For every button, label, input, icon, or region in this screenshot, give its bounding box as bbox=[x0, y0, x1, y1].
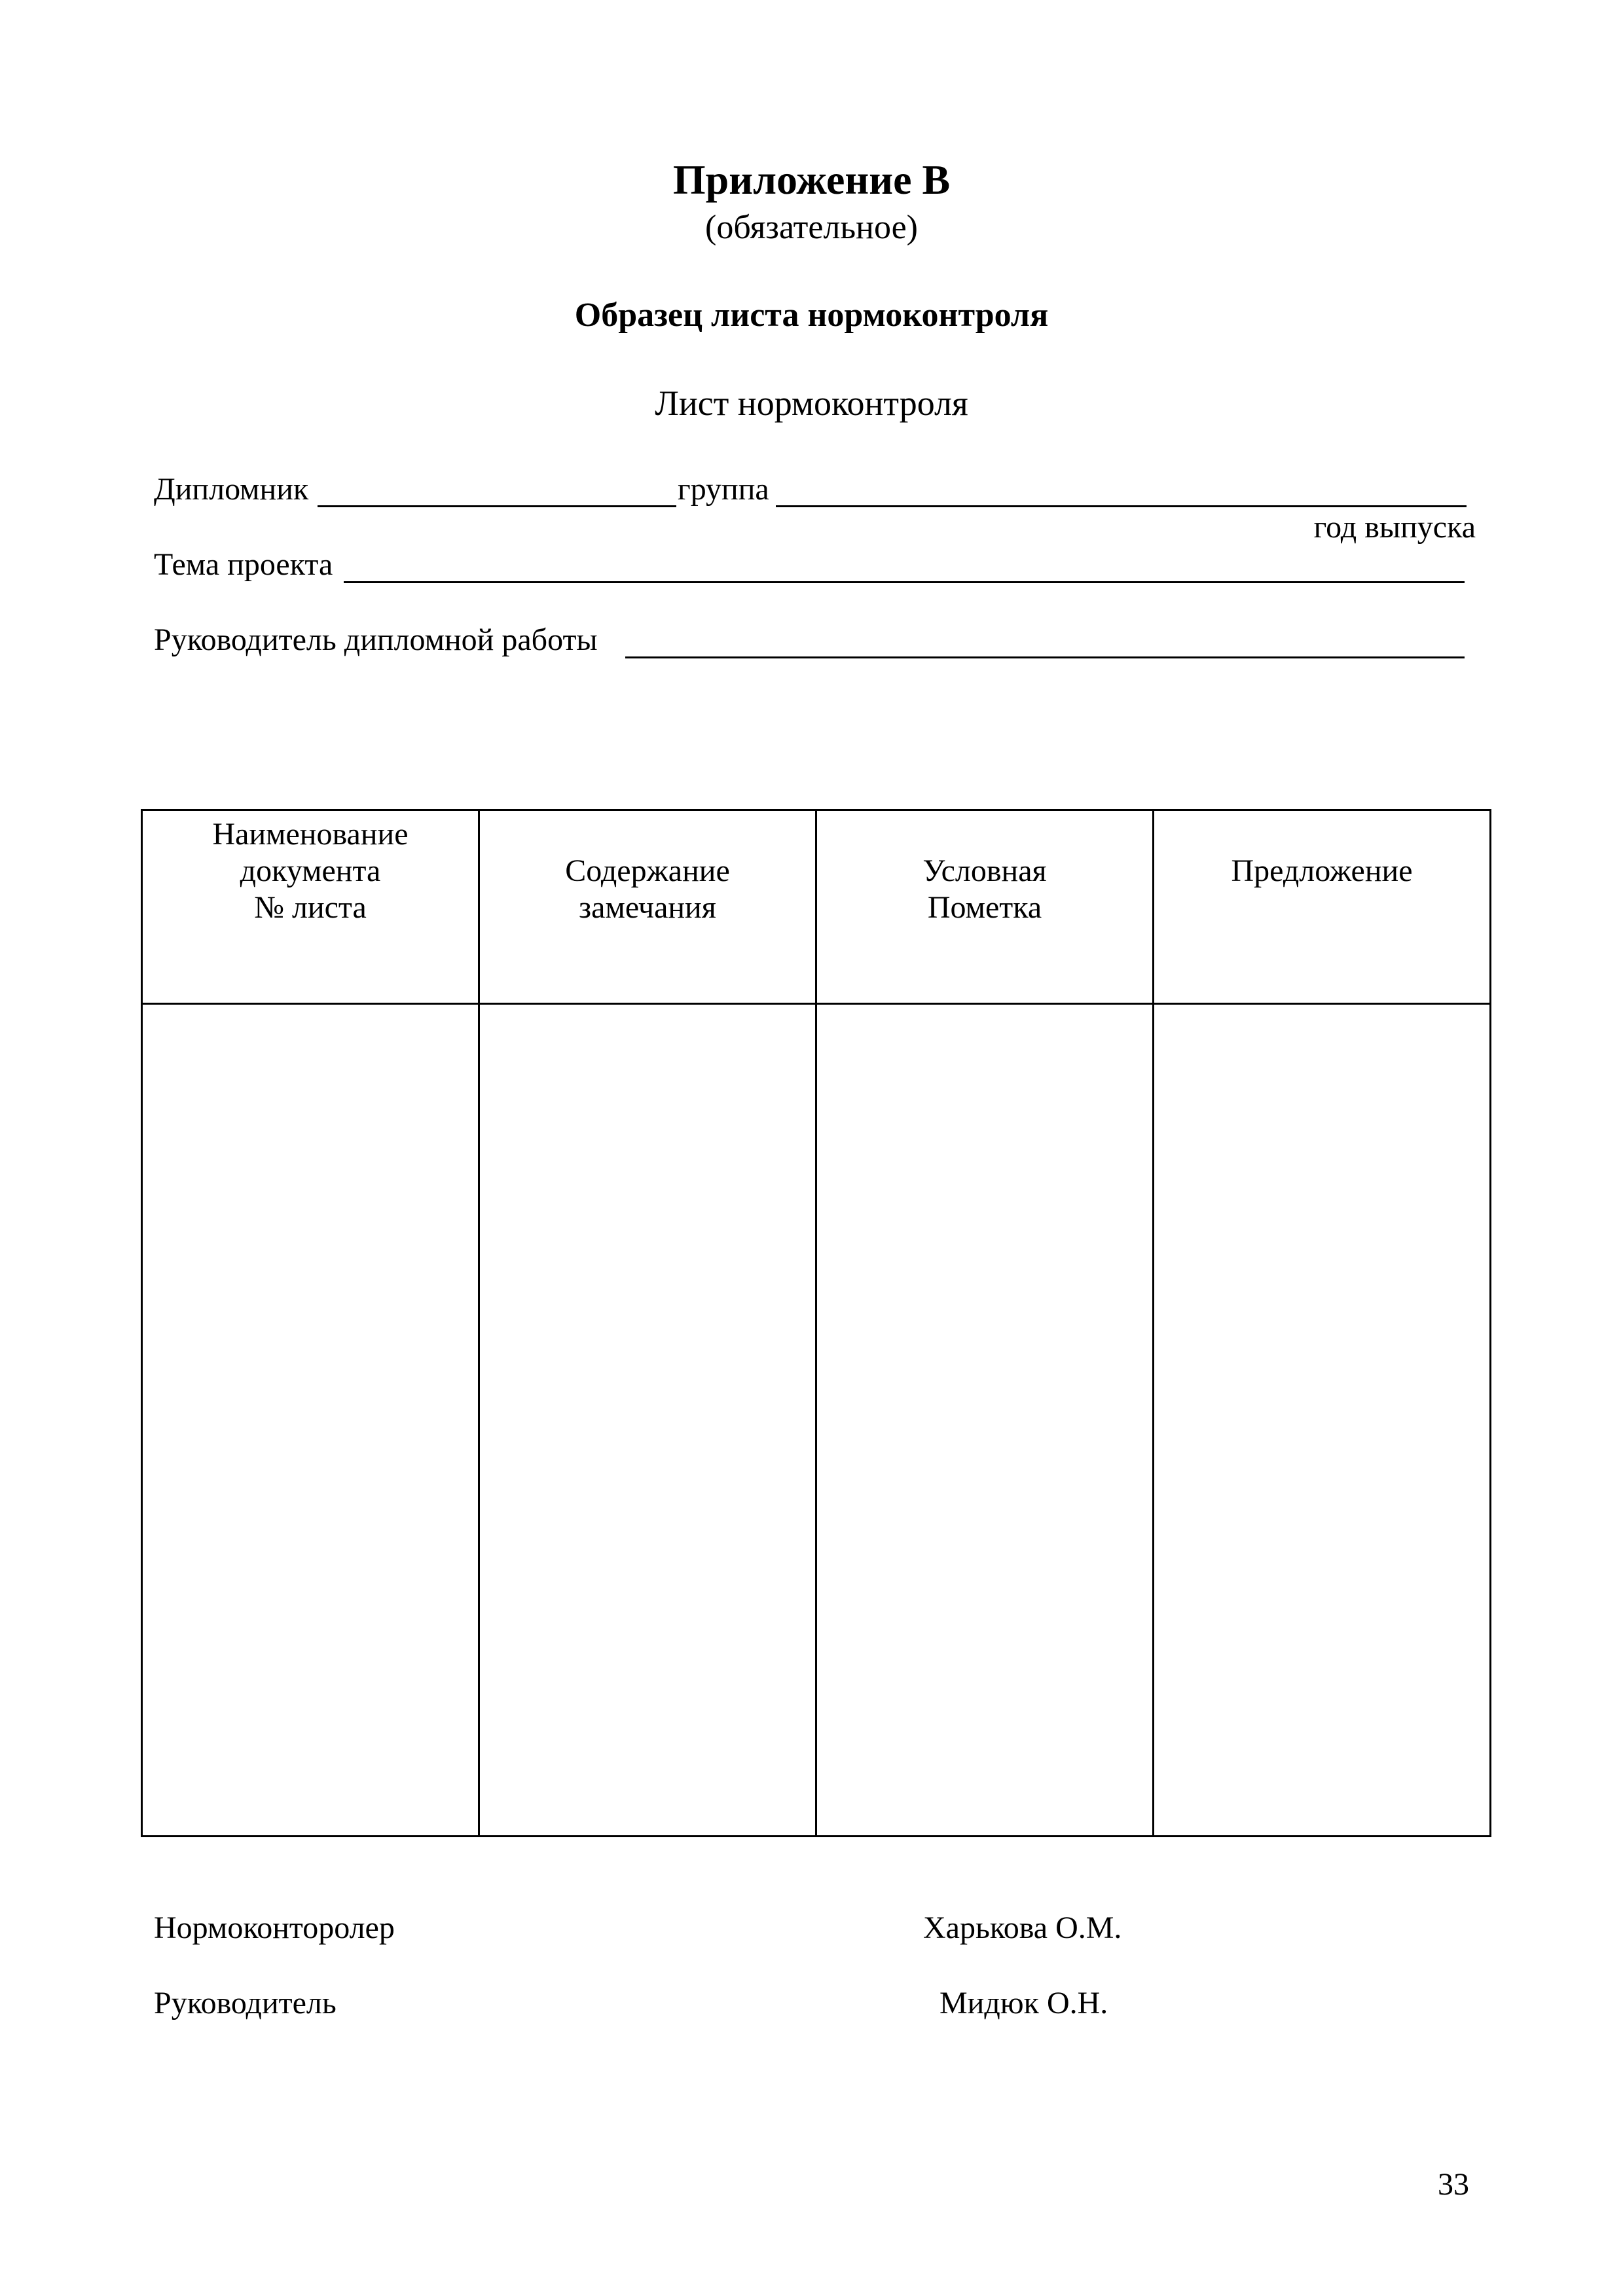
supervisor-signature-name: Мидюк О.Н. bbox=[939, 1986, 1108, 2020]
topic-label: Тема проекта bbox=[154, 547, 333, 582]
page-number: 33 bbox=[1438, 2167, 1469, 2202]
column-header-proposal: Предложение bbox=[1154, 810, 1491, 1004]
norm-control-table bbox=[141, 809, 1491, 1837]
column-header-remark: Содержание замечания bbox=[479, 810, 816, 1004]
student-label: Дипломник bbox=[154, 472, 309, 507]
table-body-row bbox=[142, 1004, 1491, 1837]
table-cell-remark[interactable] bbox=[479, 1004, 816, 1837]
column-header-document: Наименование документа № листа bbox=[142, 810, 479, 1004]
supervisor-signature-label: Руководитель bbox=[154, 1986, 337, 2020]
table-cell-mark[interactable] bbox=[816, 1004, 1154, 1837]
supervisor-field-line[interactable] bbox=[625, 656, 1465, 658]
group-field-line[interactable] bbox=[776, 505, 1467, 507]
supervisor-label: Руководитель дипломной работы bbox=[154, 622, 598, 657]
student-field-line[interactable] bbox=[318, 505, 676, 507]
norm-controller-name: Харькова О.М. bbox=[923, 1910, 1122, 1945]
group-label: группа bbox=[678, 472, 769, 507]
table-cell-proposal[interactable] bbox=[1154, 1004, 1491, 1837]
table-header-row bbox=[142, 810, 1491, 1004]
graduation-year-label: год выпуска bbox=[1313, 510, 1476, 545]
sample-heading: Образец листа нормоконтроля bbox=[574, 296, 1049, 334]
appendix-title: Приложение В bbox=[672, 156, 951, 203]
table-cell-document[interactable] bbox=[142, 1004, 479, 1837]
sheet-title: Лист нормоконтроля bbox=[655, 384, 968, 423]
topic-field-line[interactable] bbox=[344, 581, 1465, 583]
norm-controller-label: Нормоконторолер bbox=[154, 1910, 395, 1945]
column-header-mark: Условная Пометка bbox=[816, 810, 1154, 1004]
appendix-subtitle: (обязательное) bbox=[705, 209, 918, 246]
